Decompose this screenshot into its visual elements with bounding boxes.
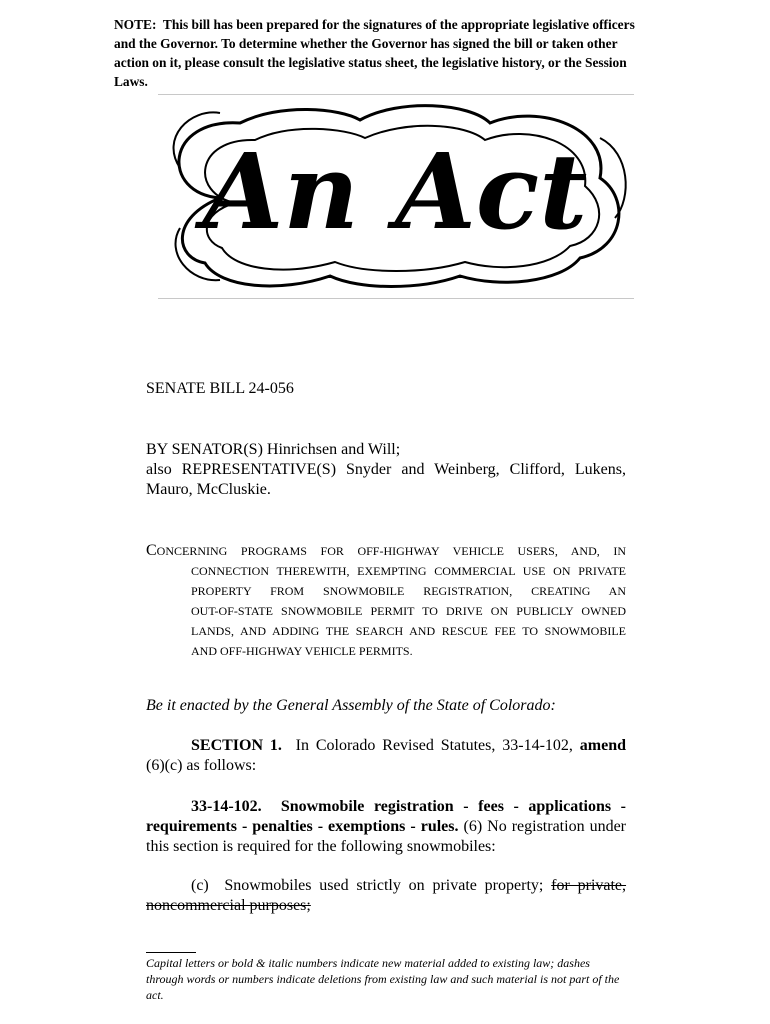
statute-number: 33-14-102. (191, 798, 262, 815)
senate-sponsors: BY SENATOR(S) Hinrichsen and Will; (146, 441, 401, 458)
section-1 (146, 736, 626, 776)
bill-title-line: CONNECTION THEREWITH, EXEMPTING COMMERCIAL USE ON PRIVATE (191, 564, 626, 578)
house-sponsors: also REPRESENTATIVE(S) Snyder and Weinberg, Clifford, Lukens, (146, 461, 626, 478)
sponsors (146, 440, 626, 500)
paragraph-text: Snowmobiles used strictly on private property; (224, 877, 544, 894)
statute-heading: requirements - penalties - exemptions - rules. (146, 818, 459, 835)
banner-text: An Act (202, 130, 588, 253)
statute-heading: Snowmobile registration - fees - applications - (280, 798, 627, 815)
deleted-text: for private, (551, 877, 627, 894)
bill-title-line: CONCERNING PROGRAMS FOR OFF-HIGHWAY VEHICLE USERS, AND, IN (146, 542, 626, 559)
an-act-banner (160, 98, 630, 294)
bill-title-line: AND OFF-HIGHWAY VEHICLE PERMITS. (191, 644, 413, 658)
banner-bottom-rule (158, 298, 634, 299)
footnote-rule (146, 952, 196, 953)
deleted-text: noncommercial purposes; (146, 897, 311, 914)
banner-top-rule (158, 94, 634, 95)
footnote: Capital letters or bold & italic numbers indicate new material added to existing law; dashes through words or numbers indicate deletions from existing law and such material is not part of the act. (146, 956, 620, 1002)
legislative-note (114, 15, 644, 91)
section-tail: (6)(c) as follows: (146, 757, 257, 774)
statute-text: this section is required for the following snowmobiles: (146, 838, 496, 855)
statute-text: (6) No registration under (463, 818, 626, 835)
bill-number: SENATE BILL 24-056 (146, 380, 294, 397)
note-text: This bill has been prepared for the signatures of the appropriate legislative officers and the Governor. To determine whether the Governor has signed the bill or taken other action on it, please consult the legislative status sheet, the legislative history, or the Session Laws. (114, 17, 635, 89)
bill-title-line: OUT-OF-STATE SNOWMOBILE PERMIT TO DRIVE ON PUBLICLY OWNED (191, 604, 626, 618)
note-label: NOTE: (114, 17, 157, 32)
bill-title-line: PROPERTY FROM SNOWMOBILE REGISTRATION, CREATING AN (191, 584, 626, 598)
paragraph-c (146, 876, 626, 916)
bill-title-line: LANDS, AND ADDING THE SEARCH AND RESCUE FEE TO SNOWMOBILE (191, 624, 626, 638)
section-text: In Colorado Revised Statutes, 33-14-102, (295, 737, 573, 754)
section-label: SECTION 1. (191, 737, 282, 754)
statute-33-14-102 (146, 797, 626, 857)
bill-title (146, 541, 626, 661)
paragraph-label: (c) (191, 877, 209, 894)
section-action: amend (579, 737, 626, 754)
house-sponsors-cont: Mauro, McCluskie. (146, 481, 271, 498)
enacting-clause: Be it enacted by the General Assembly of the State of Colorado: (146, 697, 556, 714)
